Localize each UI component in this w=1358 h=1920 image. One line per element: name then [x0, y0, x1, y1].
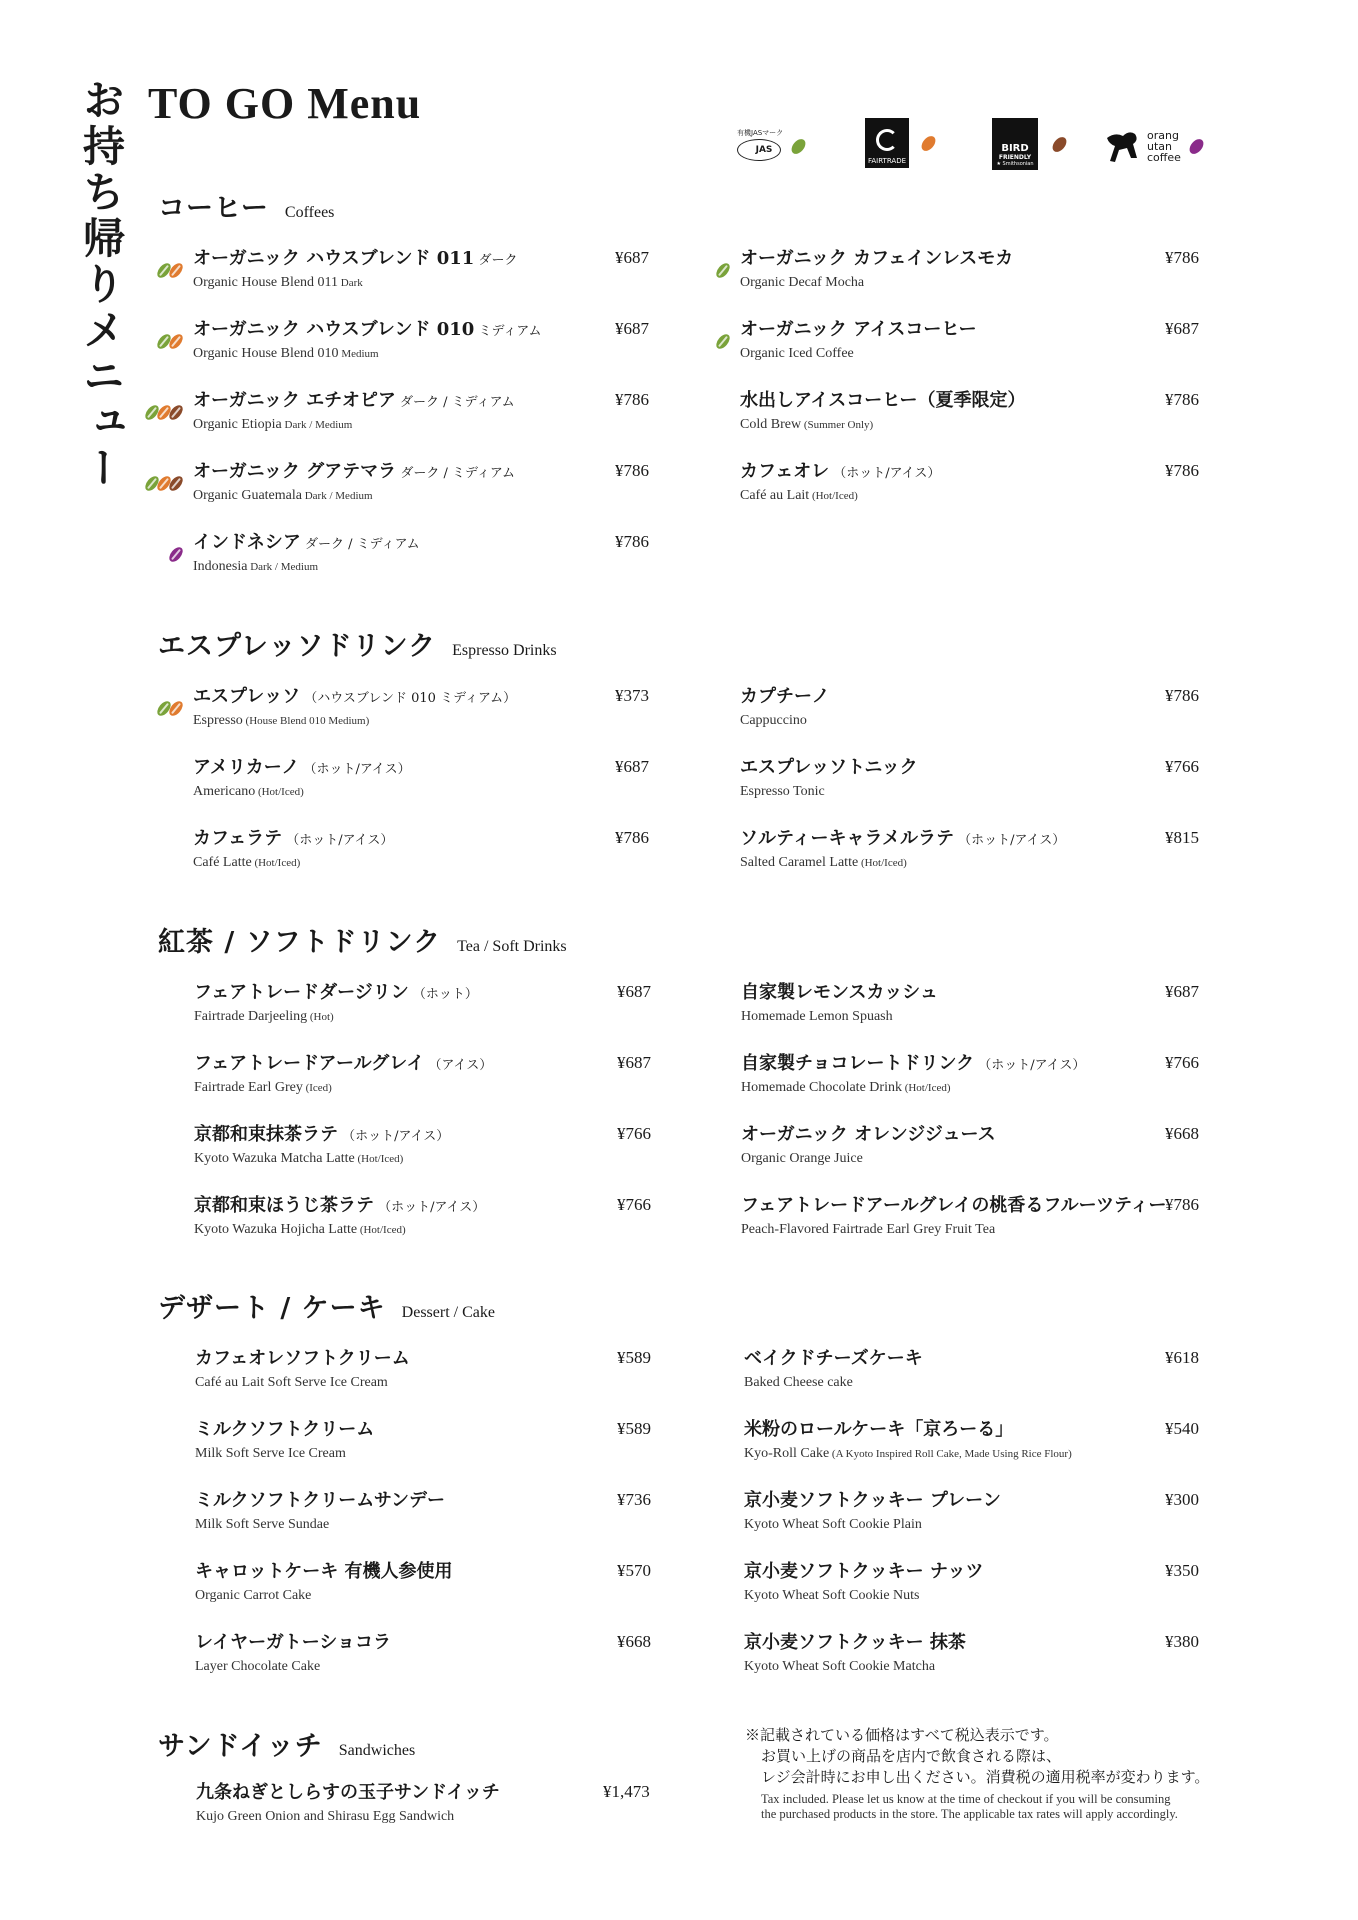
menu-item: [193, 457, 515, 517]
menu-item: [194, 1049, 492, 1109]
fairtrade-cert: [865, 118, 934, 168]
orange-bean-icon: [919, 133, 938, 153]
item-name-jp: オーガニック カフェインレスモカ: [740, 248, 1014, 269]
item-name-jp: レイヤーガトーショコラ: [195, 1632, 392, 1653]
item-price: ¥687: [615, 319, 649, 338]
menu-item: [741, 1049, 1085, 1109]
item-price: ¥786: [1165, 461, 1199, 480]
item-name-jp: フェアトレードダージリン （ホット）: [194, 982, 478, 1003]
jas-cert: [735, 128, 804, 164]
menu-item: [194, 978, 478, 1038]
menu-item: [740, 244, 1013, 304]
item-name-en: Organic House Blend 011 Dark: [193, 275, 363, 290]
vertical-title: お持ち帰りメニュー: [77, 78, 126, 492]
item-name-jp: 水出しアイスコーヒー（夏季限定）: [740, 390, 1026, 411]
orangutan-coffee-cert: orang utan coffee: [1105, 128, 1202, 164]
section-espresso: エスプレッソドリンク Espresso Drinks: [158, 631, 557, 662]
item-name-en: Organic Orange Juice: [741, 1151, 863, 1166]
menu-item: [193, 753, 411, 813]
item-price: ¥687: [615, 248, 649, 267]
menu-item: [740, 824, 1065, 884]
item-price: ¥373: [615, 686, 649, 705]
purple-bean-icon: [167, 544, 186, 563]
item-price: ¥300: [1165, 1490, 1199, 1509]
section-dessert: デザート / ケーキ Dessert / Cake: [158, 1293, 495, 1324]
item-price: ¥786: [615, 390, 649, 409]
menu-item: [740, 457, 940, 517]
item-price: ¥687: [617, 982, 651, 1001]
item-price: ¥570: [617, 1561, 651, 1580]
item-name-jp: 米粉のロールケーキ「京ろーる」: [744, 1419, 1014, 1440]
item-name-en: Café au Lait (Hot/Iced): [740, 488, 858, 503]
item-price: ¥786: [615, 828, 649, 847]
certification-logos: [735, 118, 1205, 178]
item-name-en: Café au Lait Soft Serve Ice Cream: [195, 1375, 388, 1390]
item-name-en: Homemade Chocolate Drink (Hot/Iced): [741, 1080, 951, 1095]
menu-item: [740, 753, 918, 813]
item-name-jp: オーガニック オレンジジュース: [741, 1124, 996, 1145]
green-bean-icon: [714, 331, 733, 350]
item-price: ¥540: [1165, 1419, 1199, 1438]
item-price: ¥687: [1165, 319, 1199, 338]
item-name-en: Cappuccino: [740, 713, 807, 728]
page-title: TO GO Menu: [148, 79, 422, 128]
jas-label: 有機JASマーク: [737, 129, 784, 137]
item-name-jp: 京都和束抹茶ラテ （ホット/アイス）: [194, 1124, 450, 1145]
item-name-jp: エスプレッソトニック: [740, 757, 918, 778]
item-price: ¥589: [617, 1348, 651, 1367]
menu-item: [193, 244, 517, 304]
item-name-en: Espresso Tonic: [740, 784, 825, 799]
item-name-jp: キャロットケーキ 有機人参使用: [195, 1561, 453, 1582]
menu-item: [195, 1557, 453, 1617]
item-name-jp: オーガニック グアテマラ ダーク / ミディアム: [193, 461, 516, 482]
item-name-en: Fairtrade Darjeeling (Hot): [194, 1009, 334, 1024]
menu-item: [193, 315, 542, 375]
item-name-en: Kyoto Wheat Soft Cookie Matcha: [744, 1659, 936, 1674]
menu-item: [194, 1191, 485, 1251]
item-name-jp: 九条ねぎとしらすの玉子サンドイッチ: [196, 1782, 500, 1803]
item-name-en: Kyoto Wheat Soft Cookie Plain: [744, 1517, 922, 1532]
item-name-en: Homemade Lemon Spuash: [741, 1009, 893, 1024]
item-price: ¥766: [617, 1124, 651, 1143]
bean-icons: [147, 473, 181, 493]
item-name-en: Indonesia Dark / Medium: [193, 559, 319, 574]
item-price: ¥786: [1165, 1195, 1199, 1214]
item-name-en: Kyo-Roll Cake (A Kyoto Inspired Roll Cake, Made Using Rice Flour): [744, 1446, 1072, 1461]
section-tea: 紅茶 / ソフトドリンク Tea / Soft Drinks: [158, 927, 567, 958]
menu-item: [194, 1120, 449, 1180]
item-price: ¥589: [617, 1419, 651, 1438]
item-name-en: Organic House Blend 010 Medium: [193, 346, 379, 361]
item-name-en: Peach-Flavored Fairtrade Earl Grey Fruit Tea: [741, 1222, 996, 1237]
item-name-jp: オーガニック ハウスブレンド 010 ミディアム: [193, 319, 542, 340]
section-coffee: コーヒー Coffees: [158, 193, 335, 224]
item-name-en: Organic Etiopia Dark / Medium: [193, 417, 353, 432]
item-name-en: Espresso (House Blend 010 Medium): [193, 713, 370, 728]
item-price: ¥668: [617, 1632, 651, 1651]
item-name-jp: ベイクドチーズケーキ: [744, 1348, 923, 1369]
menu-item: [193, 682, 516, 742]
item-name-en: Organic Guatemala Dark / Medium: [193, 488, 373, 503]
item-name-jp: ソルティーキャラメルラテ （ホット/アイス）: [740, 828, 1066, 849]
item-name-jp: 自家製レモンスカッシュ: [741, 982, 938, 1003]
menu-item: [195, 1486, 445, 1546]
item-price: ¥350: [1165, 1561, 1199, 1580]
item-price: ¥380: [1165, 1632, 1199, 1651]
item-name-jp: カプチーノ: [740, 686, 830, 707]
item-name-jp: ミルクソフトクリームサンデー: [195, 1490, 446, 1511]
menu-item: [193, 824, 393, 884]
item-price: ¥1,473: [603, 1782, 650, 1801]
item-price: ¥766: [1165, 757, 1199, 776]
item-name-en: Organic Decaf Mocha: [740, 275, 865, 290]
item-name-en: Baked Cheese cake: [744, 1375, 853, 1390]
item-name-jp: エスプレッソ （ハウスブレンド 010 ミディアム）: [193, 686, 517, 707]
menu-item: [193, 386, 515, 446]
item-price: ¥786: [615, 532, 649, 551]
item-name-jp: 京小麦ソフトクッキー プレーン: [744, 1490, 1001, 1511]
item-name-jp: オーガニック ハウスブレンド 011 ダーク: [193, 248, 518, 269]
item-price: ¥618: [1165, 1348, 1199, 1367]
item-name-jp: オーガニック アイスコーヒー: [740, 319, 977, 340]
item-name-en: Americano (Hot/Iced): [193, 784, 304, 799]
item-name-jp: 京小麦ソフトクッキー ナッツ: [744, 1561, 984, 1582]
item-name-en: Café Latte (Hot/Iced): [193, 855, 301, 870]
item-name-en: Organic Carrot Cake: [195, 1588, 312, 1603]
item-price: ¥736: [617, 1490, 651, 1509]
item-price: ¥668: [1165, 1124, 1199, 1143]
item-price: ¥687: [615, 757, 649, 776]
item-price: ¥786: [1165, 248, 1199, 267]
item-name-jp: カフェオレソフトクリーム: [195, 1348, 410, 1369]
item-name-en: Kyoto Wazuka Matcha Latte (Hot/Iced): [194, 1151, 404, 1166]
menu-item: [744, 1344, 923, 1404]
item-price: ¥687: [1165, 982, 1199, 1001]
item-name-jp: アメリカーノ （ホット/アイス）: [193, 757, 411, 778]
item-name-jp: 自家製チョコレートドリンク （ホット/アイス）: [741, 1053, 1086, 1074]
item-name-en: Salted Caramel Latte (Hot/Iced): [740, 855, 907, 870]
bean-icons: [718, 331, 728, 351]
bean-icons: [718, 260, 728, 280]
item-name-en: Organic Iced Coffee: [740, 346, 854, 361]
menu-item: [740, 386, 1025, 446]
item-name-jp: インドネシア ダーク / ミディアム: [193, 532, 420, 553]
item-name-jp: オーガニック エチオピア ダーク / ミディアム: [193, 390, 515, 411]
item-name-jp: カフェラテ （ホット/アイス）: [193, 828, 394, 849]
fairtrade-icon: FAIRTRADE: [865, 118, 909, 168]
bean-icons: [159, 331, 181, 351]
menu-item: [193, 528, 420, 588]
menu-item: [195, 1628, 391, 1688]
menu-item: [744, 1486, 1001, 1546]
menu-item: [741, 1120, 996, 1180]
item-name-en: Cold Brew (Summer Only): [740, 417, 874, 432]
item-name-en: Kyoto Wazuka Hojicha Latte (Hot/Iced): [194, 1222, 406, 1237]
menu-item: [740, 315, 977, 375]
jas-icon: JAS: [737, 139, 781, 161]
bean-icons: [159, 260, 181, 280]
item-name-jp: ミルクソフトクリーム: [195, 1419, 375, 1440]
item-name-jp: 京小麦ソフトクッキー 抹茶: [744, 1632, 966, 1653]
menu-item: [195, 1415, 374, 1475]
green-bean-icon: [789, 136, 808, 156]
bean-icons: [147, 402, 181, 422]
green-bean-icon: [714, 260, 733, 279]
item-price: ¥786: [615, 461, 649, 480]
menu-item: [741, 1191, 1167, 1251]
item-name-jp: フェアトレードアールグレイの桃香るフルーツティー: [741, 1195, 1167, 1216]
section-sandwich: サンドイッチ Sandwiches: [158, 1731, 416, 1762]
purple-bean-icon: [1187, 136, 1206, 156]
bean-icons: [171, 544, 181, 564]
item-price: ¥786: [1165, 390, 1199, 409]
item-name-en: Milk Soft Serve Sundae: [195, 1517, 330, 1532]
brown-bean-icon: [1050, 134, 1069, 154]
bird-friendly-cert: [992, 118, 1065, 170]
item-name-en: Layer Chocolate Cake: [195, 1659, 321, 1674]
item-name-jp: フェアトレードアールグレイ （アイス）: [194, 1053, 493, 1074]
item-name-en: Kujo Green Onion and Shirasu Egg Sandwich: [196, 1809, 455, 1824]
bird-friendly-icon: BIRD FRIENDLY ★ Smithsonian: [992, 118, 1038, 170]
menu-item: [744, 1628, 966, 1688]
menu-item: [744, 1415, 1072, 1475]
menu-item: [740, 682, 830, 742]
item-name-jp: 京都和束ほうじ茶ラテ （ホット/アイス）: [194, 1195, 486, 1216]
item-price: ¥815: [1165, 828, 1199, 847]
orangutan-icon: [1105, 128, 1145, 164]
item-name-jp: カフェオレ （ホット/アイス）: [740, 461, 941, 482]
tax-note: ※記載されている価格はすべて税込表示です。 お買い上げの商品を店内で飲食される際は、 レジ会計時にお申し出ください。消費税の適用税率が変わります。 Tax included. Please let us know at the time of checkout if you will be consuming the purchased products in the store. The applicable tax rates will apply accordingly.: [745, 1726, 1210, 1821]
menu-item: [744, 1557, 984, 1617]
item-price: ¥687: [617, 1053, 651, 1072]
item-price: ¥766: [617, 1195, 651, 1214]
menu-item: [741, 978, 938, 1038]
item-name-en: Fairtrade Earl Grey (Iced): [194, 1080, 332, 1095]
menu-item: [195, 1344, 410, 1404]
item-price: ¥766: [1165, 1053, 1199, 1072]
item-name-en: Milk Soft Serve Ice Cream: [195, 1446, 346, 1461]
item-name-en: Kyoto Wheat Soft Cookie Nuts: [744, 1588, 920, 1603]
item-price: ¥786: [1165, 686, 1199, 705]
bean-icons: [159, 698, 181, 718]
menu-item: [196, 1778, 500, 1838]
